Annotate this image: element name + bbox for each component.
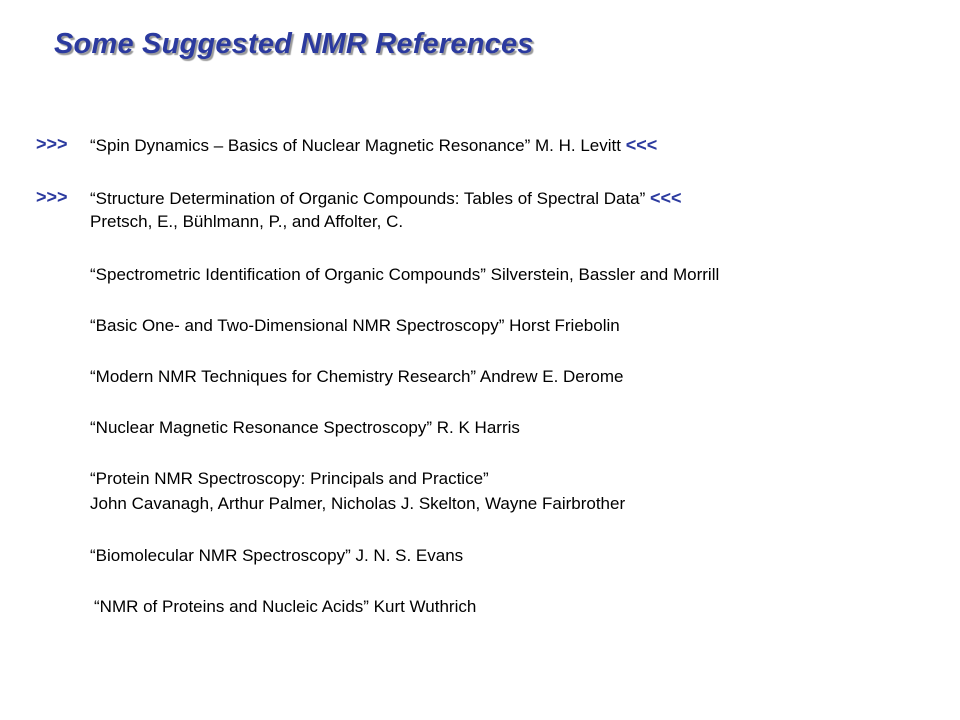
- reference-authors: Pretsch, E., Bühlmann, P., and Affolter, C.: [90, 212, 404, 231]
- reference-item: [90, 188, 682, 209]
- reference-item: “Nuclear Magnetic Resonance Spectroscopy” R. K Harris: [90, 418, 520, 437]
- reference-item: “Protein NMR Spectroscopy: Principals and Practice”: [90, 469, 489, 488]
- reference-item: [90, 135, 657, 156]
- reference-title: “Spin Dynamics – Basics of Nuclear Magnetic Resonance” M. H. Levitt: [90, 136, 621, 155]
- reference-item: “NMR of Proteins and Nucleic Acids” Kurt Wuthrich: [94, 597, 477, 616]
- highlight-marker-open: >>>: [36, 187, 68, 207]
- reference-item: “Biomolecular NMR Spectroscopy” J. N. S. Evans: [90, 546, 464, 565]
- highlight-marker-close: <<<: [650, 188, 682, 208]
- reference-item: “Modern NMR Techniques for Chemistry Research” Andrew E. Derome: [90, 367, 624, 386]
- highlight-marker-open: >>>: [36, 134, 68, 154]
- reference-authors: John Cavanagh, Arthur Palmer, Nicholas J. Skelton, Wayne Fairbrother: [90, 494, 626, 513]
- reference-title: “Structure Determination of Organic Compounds: Tables of Spectral Data”: [90, 189, 646, 208]
- reference-item: “Spectrometric Identification of Organic Compounds” Silverstein, Bassler and Morrill: [90, 265, 720, 284]
- slide-title: Some Suggested NMR References: [54, 28, 534, 60]
- highlight-marker-close: <<<: [625, 135, 658, 155]
- reference-item: “Basic One- and Two-Dimensional NMR Spectroscopy” Horst Friebolin: [90, 316, 620, 335]
